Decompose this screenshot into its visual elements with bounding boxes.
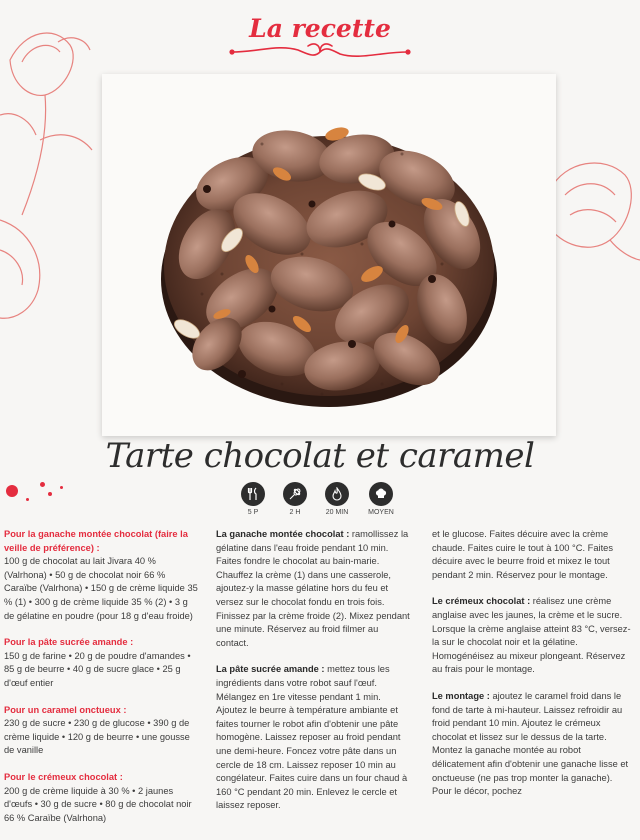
badge-time (280, 482, 310, 516)
decorative-dot (40, 482, 45, 487)
badge-label: 20 MIN (325, 509, 349, 516)
cremeux-step (432, 595, 632, 677)
montage-step (432, 690, 632, 799)
recipe-title: Tarte chocolat et caramel (105, 436, 535, 476)
servings-icon (241, 482, 265, 506)
steps-column-2 (432, 528, 632, 812)
flower-illustration-left-lower (0, 210, 60, 330)
steps-column-1 (216, 528, 412, 826)
chef-hat-icon (369, 482, 393, 506)
ganache-step-text: ramollissez la gélatine dans l'eau froide pendant 10 min. Faites fondre le chocolat au bain-marie. Chauffez la crème (1) dans une casserole, ajoutez-y la masse gélatine hors du feu et versez sur le chocolat fondu en trois fois. Finissez par la crème froide (2). Mixez pendant une minute. Réservez au froid filmer au contact. (216, 529, 410, 648)
tart-photo (102, 74, 556, 436)
montage-step-text: ajoutez le caramel froid dans le fond de tarte à mi-hauteur. Laissez refroidir au froid pendant 10 min. Ajoutez le crémeux chocolat et lissez sur le dessus de la tarte. Montez la ganache montée au robot délicatement afin d'obtenir une ganache lisse et onctueuse (ne pas trop monter la ganache). Pour le décor, pochez (432, 690, 629, 797)
badge-label: MOYEN (368, 509, 394, 516)
montage-step-heading: Le montage : (432, 690, 490, 701)
cremeux-step-text: réalisez une crème anglaise avec les jaunes, la crème et le sucre. Lorsque la crème anglaise atteint 83 °C, versez-la sur le chocolat noir et la gélatine. Homogénéisez au mixeur plongeant. Réservez au frais pour le montage. (432, 596, 631, 675)
cremeux-step-heading: Le crémeux chocolat : (432, 596, 531, 607)
badge-label: 2 H (289, 509, 301, 516)
tart-illustration (102, 74, 556, 436)
caramel-step-continued: et le glucose. Faites décuire avec la crème chaude. Faites cuire le tout à 100 °C. Faites décuire avec le beurre froid et mixez le tout pendant 2 min. Réservez pour le montage. (432, 529, 613, 580)
recipe-info-badges (238, 482, 398, 516)
flower-illustration-left (0, 20, 110, 220)
flame-icon (325, 482, 349, 506)
section-title: La recette (249, 14, 391, 43)
pate-step (216, 663, 412, 813)
decorative-dot (48, 492, 52, 496)
decorative-dot (6, 485, 18, 497)
decorative-dot (26, 498, 29, 501)
ganache-step (216, 528, 412, 650)
cremeux-ingredients-list: 200 g de crème liquide à 30 % • 2 jaunes d'œufs • 30 g de sucre • 80 g de chocolat noir 66 % Caraïbe (Valrhona) (4, 785, 192, 823)
ganache-ingredients-list: 100 g de chocolat au lait Jivara 40 % (Valrhona) • 50 g de chocolat noir 66 % Caraïbe (Valrhona) • 150 g de crème liquide 35 % (1) • 300 g de crème liquide 35 % (2) • 3 g de gélatine en poudre (pour 18 g d'eau froide) (4, 556, 198, 621)
badge-servings (238, 482, 268, 516)
pate-ingredients-heading: Pour la pâte sucrée amande : (4, 637, 134, 648)
pate-step-heading: La pâte sucrée amande : (216, 664, 325, 675)
ingredients-column (4, 528, 200, 838)
ornament-swirl-icon (228, 40, 412, 64)
decorative-dot (60, 486, 63, 489)
pate-ingredients-list: 150 g de farine • 20 g de poudre d'amandes • 85 g de beurre • 40 g de sucre glace • 25 g d'œuf entier (4, 650, 191, 688)
pate-step-text: mettez tous les ingrédients dans votre robot sauf l'œuf. Mélangez en 1re vitesse pendant 1 min. Ajoutez le beurre à température ambiante et faites tourner le robot afin d'obtenir une pâte homogène. Laissez reposer au froid pendant une demi-heure. Foncez votre pâte dans un cercle de 18 cm. Laissez reposer 10 min au congélateur. Faites cuire dans un four chaud à 160 °C pendant 20 min. Enlevez le cercle et laissez reposer. (216, 664, 408, 811)
whisk-icon (283, 482, 307, 506)
badge-difficulty (364, 482, 398, 516)
caramel-ingredients-list: 230 g de sucre • 230 g de glucose • 390 g de crème liquide • 120 g de beurre • une gousse de vanille (4, 718, 190, 756)
ganache-ingredients-heading: Pour la ganache montée chocolat (faire la veille de préférence) : (4, 529, 188, 553)
badge-label: 5 P (247, 509, 259, 516)
badge-cook-time (322, 482, 352, 516)
caramel-ingredients-heading: Pour un caramel onctueux : (4, 704, 127, 715)
ganache-step-heading: La ganache montée chocolat : (216, 529, 350, 539)
cremeux-ingredients-heading: Pour le crémeux chocolat : (4, 771, 123, 782)
